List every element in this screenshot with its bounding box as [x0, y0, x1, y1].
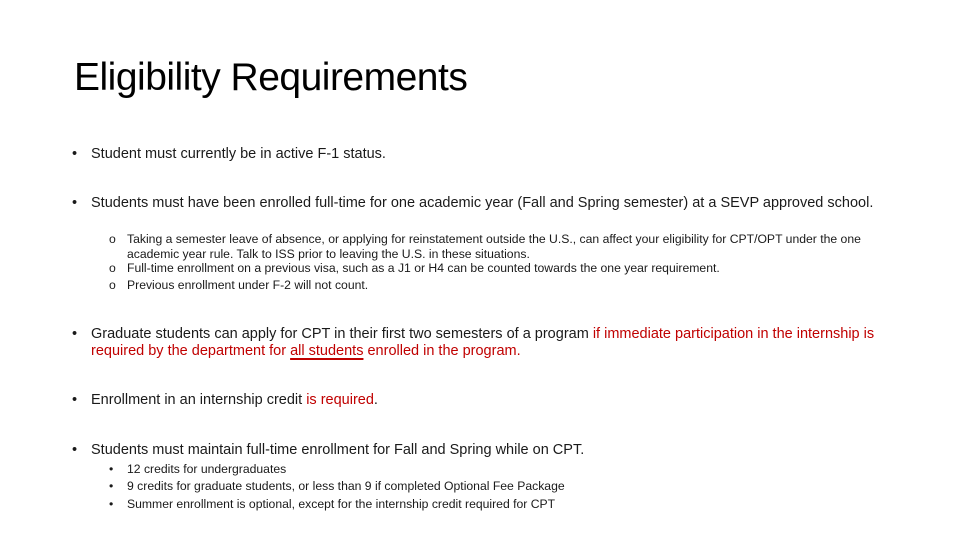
sub-bullet-marker: o — [109, 278, 116, 292]
sub-bullet-text: Full-time enrollment on a previous visa, such as a J1 or H4 can be counted towards the one year requirement. — [127, 261, 720, 275]
slide-title: Eligibility Requirements — [74, 56, 468, 99]
sub-bullet-item — [109, 497, 879, 512]
sub-bullet-marker: o — [109, 261, 116, 275]
sub-bullet-text: 9 credits for graduate students, or less than 9 if completed Optional Fee Package — [127, 479, 565, 493]
bullet-marker: • — [72, 392, 78, 408]
bullet-item — [72, 146, 882, 163]
bullet-item — [72, 442, 882, 459]
sub-bullet-item — [109, 462, 879, 477]
bullet-marker: • — [72, 195, 78, 211]
sub-bullet-item — [109, 232, 879, 261]
sub-bullet-text: Summer enrollment is optional, except for the internship credit required for CPT — [127, 497, 556, 511]
bullet-text-plain: Graduate students can apply for CPT in their first two semesters of a program — [91, 326, 593, 342]
sub-bullet-marker: • — [109, 462, 114, 476]
sub-bullet-text: Previous enrollment under F-2 will not count. — [127, 278, 369, 292]
bullet-item — [72, 195, 882, 212]
bullet-text-highlight: enrolled in the program. — [363, 342, 521, 359]
bullet-text — [91, 326, 882, 359]
bullet-marker: • — [72, 326, 78, 342]
bullet-text: Students must maintain full-time enrollment for Fall and Spring while on CPT. — [91, 442, 585, 458]
bullet-item — [72, 392, 882, 409]
bullet-item — [72, 326, 882, 359]
sub-bullet-text: 12 credits for undergraduates — [127, 462, 287, 476]
bullet-text-plain: Enrollment in an internship credit — [91, 392, 307, 408]
sub-bullet-text: Taking a semester leave of absence, or applying for reinstatement outside the U.S., can affect your eligibility for CPT/OPT under the one academic year rule. Talk to ISS prior to leaving the U.S. in these situations. — [127, 232, 861, 261]
sub-bullet-marker: • — [109, 479, 114, 493]
bullet-text: Student must currently be in active F-1 status. — [91, 146, 386, 162]
bullet-text — [91, 392, 882, 409]
sub-bullet-marker: • — [109, 497, 114, 511]
bullet-text-highlight: is required — [306, 392, 374, 408]
bullet-marker: • — [72, 442, 78, 458]
bullet-text-plain: . — [373, 392, 378, 408]
bullet-text-highlight: if immediate participation in the internship is required by the department for — [91, 326, 875, 359]
bullet-text: Students must have been enrolled full-time for one academic year (Fall and Spring semester) at a SEVP approved school. — [91, 195, 874, 211]
sub-bullet-item — [109, 278, 879, 293]
sub-bullet-item — [109, 479, 879, 494]
sub-bullet-item — [109, 261, 879, 276]
sub-bullet-marker: o — [109, 232, 116, 246]
bullet-text-underlined: all students — [290, 342, 364, 359]
bullet-marker: • — [72, 146, 78, 162]
